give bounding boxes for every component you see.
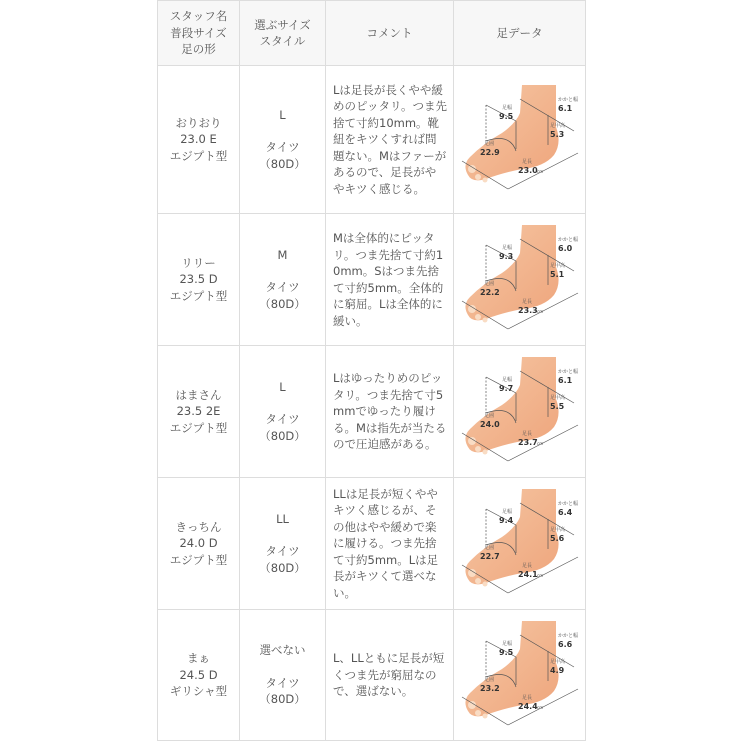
denier: （80D） bbox=[259, 296, 306, 311]
width-value: 9.7 bbox=[498, 384, 513, 394]
size-cell bbox=[240, 66, 326, 214]
width-value: 9.4 bbox=[498, 516, 513, 526]
header-text: 普段サイズ bbox=[170, 25, 227, 40]
instep-label: 足甲高 bbox=[549, 395, 565, 402]
usual-size: 23.0 E bbox=[180, 132, 217, 147]
width-label: 足幅 bbox=[501, 377, 512, 384]
table-row bbox=[158, 478, 586, 610]
foot-shape: エジプト型 bbox=[169, 552, 228, 567]
heel-value: 6.4 bbox=[557, 508, 572, 518]
width-label: 足幅 bbox=[501, 245, 512, 252]
header-foot-data: 足データ bbox=[454, 1, 586, 66]
instep-value: 4.9 bbox=[549, 665, 564, 675]
instep-label: 足甲高 bbox=[549, 658, 565, 665]
header-comment: コメント bbox=[326, 1, 454, 66]
table-row bbox=[158, 610, 586, 741]
unit-label: cm bbox=[536, 441, 543, 447]
foot-shape: エジプト型 bbox=[169, 148, 228, 163]
comment-cell: Lは足長が長くやや緩めのピッタリ。つま先捨て寸約10mm。靴紐をキツくすれば問題ない。Mはファーがあるので、足長がややキツく感じる。 bbox=[326, 66, 454, 214]
girth-value: 22.2 bbox=[479, 288, 500, 298]
staff-cell bbox=[158, 214, 240, 346]
chosen-size: LL bbox=[276, 511, 289, 526]
style: タイツ bbox=[265, 544, 300, 559]
size-cell bbox=[240, 346, 326, 478]
instep-value: 5.5 bbox=[549, 402, 564, 412]
girth-value: 22.9 bbox=[479, 148, 500, 158]
staff-name: きっちん bbox=[175, 519, 222, 534]
foot-diagram bbox=[458, 355, 582, 463]
usual-size: 24.0 D bbox=[179, 536, 218, 551]
usual-size: 23.5 2E bbox=[176, 404, 221, 419]
heel-label: かかと幅 bbox=[557, 369, 578, 376]
length-value: 24.1 bbox=[517, 570, 538, 580]
unit-label: cm bbox=[536, 309, 543, 315]
unit-label: cm bbox=[536, 169, 543, 175]
length-value: 24.4 bbox=[517, 701, 538, 711]
length-label: 足長 bbox=[521, 159, 532, 166]
table-row bbox=[158, 214, 586, 346]
heel-label: かかと幅 bbox=[557, 632, 578, 639]
denier: （80D） bbox=[259, 692, 306, 707]
staff-cell bbox=[158, 478, 240, 610]
heel-label: かかと幅 bbox=[557, 501, 578, 508]
size-cell bbox=[240, 610, 326, 741]
denier: （80D） bbox=[259, 156, 306, 171]
header-size bbox=[240, 1, 326, 66]
foot-data-cell bbox=[454, 346, 586, 478]
foot-diagram bbox=[458, 223, 582, 331]
heel-value: 6.0 bbox=[557, 244, 572, 254]
heel-label: かかと幅 bbox=[557, 237, 578, 244]
table-header bbox=[158, 1, 586, 66]
comment-cell: Lはゆったりめのピッタリ。つま先捨て寸5mmでゆったり履ける。Mは指先が当たるので圧迫感がある。 bbox=[326, 346, 454, 478]
staff-name: リリー bbox=[181, 255, 216, 270]
denier: （80D） bbox=[259, 428, 306, 443]
heel-value: 6.1 bbox=[557, 376, 572, 386]
chosen-size: L bbox=[279, 379, 286, 394]
staff-cell bbox=[158, 610, 240, 741]
chosen-size: 選べない bbox=[259, 643, 306, 658]
chosen-size: L bbox=[279, 107, 286, 122]
staff-name: まぁ bbox=[187, 651, 210, 666]
style: タイツ bbox=[265, 412, 300, 427]
unit-label: cm bbox=[536, 573, 543, 579]
girth-label: 足囲 bbox=[483, 676, 494, 683]
foot-shape: ギリシャ型 bbox=[169, 684, 228, 699]
length-label: 足長 bbox=[521, 299, 532, 306]
heel-label: かかと幅 bbox=[557, 97, 578, 104]
style: タイツ bbox=[265, 280, 300, 295]
foot-diagram bbox=[458, 487, 582, 595]
instep-label: 足甲高 bbox=[549, 123, 565, 130]
denier: （80D） bbox=[259, 560, 306, 575]
staff-name: はまさん bbox=[175, 387, 222, 402]
foot-image bbox=[465, 225, 558, 320]
width-label: 足幅 bbox=[501, 105, 512, 112]
staff-cell bbox=[158, 66, 240, 214]
header-text: スタッフ名 bbox=[169, 9, 228, 24]
staff-name: おりおり bbox=[175, 115, 222, 130]
size-cell bbox=[240, 214, 326, 346]
girth-value: 24.0 bbox=[479, 420, 500, 430]
table-row bbox=[158, 346, 586, 478]
style: タイツ bbox=[265, 675, 300, 690]
usual-size: 24.5 D bbox=[179, 667, 218, 682]
width-value: 9.5 bbox=[498, 647, 513, 657]
table-row bbox=[158, 66, 586, 214]
foot-data-cell bbox=[454, 214, 586, 346]
style: タイツ bbox=[265, 140, 300, 155]
header-text: 足の形 bbox=[181, 42, 216, 57]
heel-value: 6.1 bbox=[557, 104, 572, 114]
staff-cell bbox=[158, 346, 240, 478]
girth-label: 足囲 bbox=[483, 141, 494, 148]
length-label: 足長 bbox=[521, 694, 532, 701]
foot-data-cell bbox=[454, 478, 586, 610]
foot-image bbox=[465, 357, 558, 452]
size-cell bbox=[240, 478, 326, 610]
length-value: 23.3 bbox=[517, 306, 538, 316]
instep-value: 5.3 bbox=[549, 130, 564, 140]
header-staff bbox=[158, 1, 240, 66]
unit-label: cm bbox=[536, 704, 543, 710]
foot-shape: エジプト型 bbox=[169, 420, 228, 435]
girth-label: 足囲 bbox=[483, 281, 494, 288]
girth-value: 23.2 bbox=[479, 683, 500, 693]
width-label: 足幅 bbox=[501, 640, 512, 647]
length-label: 足長 bbox=[521, 563, 532, 570]
instep-label: 足甲高 bbox=[549, 527, 565, 534]
chosen-size: M bbox=[277, 247, 288, 262]
foot-data-cell bbox=[454, 610, 586, 741]
foot-data-cell bbox=[454, 66, 586, 214]
header-text: スタイル bbox=[259, 34, 306, 48]
comment-cell: L、LLともに足長が短くつま先が窮屈なので、選ばない。 bbox=[326, 610, 454, 741]
staff-size-table bbox=[157, 0, 586, 741]
length-value: 23.0 bbox=[517, 166, 538, 176]
girth-value: 22.7 bbox=[479, 552, 500, 562]
foot-image bbox=[465, 85, 558, 180]
header-text: 選ぶサイズ bbox=[254, 17, 311, 32]
instep-value: 5.6 bbox=[549, 534, 564, 544]
girth-label: 足囲 bbox=[483, 413, 494, 420]
comment-cell: Mは全体的にピッタリ。つま先捨て寸約10mm。Sはつま先捨て寸約5mm。全体的に窮屈。Lは全体的に緩い。 bbox=[326, 214, 454, 346]
foot-diagram bbox=[458, 83, 582, 191]
foot-shape: エジプト型 bbox=[169, 288, 228, 303]
width-value: 9.5 bbox=[498, 112, 513, 122]
length-value: 23.7 bbox=[517, 438, 538, 448]
foot-diagram bbox=[458, 619, 582, 727]
instep-label: 足甲高 bbox=[549, 263, 565, 270]
comment-cell: LLは足長が短くややキツく感じるが、その他はやや緩めで楽に履ける。つま先捨て寸約5mm。Lは足長がキツくて選べない。 bbox=[326, 478, 454, 610]
width-label: 足幅 bbox=[501, 509, 512, 516]
usual-size: 23.5 D bbox=[179, 272, 218, 287]
heel-value: 6.6 bbox=[557, 639, 572, 649]
instep-value: 5.1 bbox=[549, 270, 564, 280]
width-value: 9.3 bbox=[498, 252, 513, 262]
foot-image bbox=[465, 489, 558, 584]
girth-label: 足囲 bbox=[483, 545, 494, 552]
length-label: 足長 bbox=[521, 431, 532, 438]
foot-image bbox=[465, 621, 558, 716]
